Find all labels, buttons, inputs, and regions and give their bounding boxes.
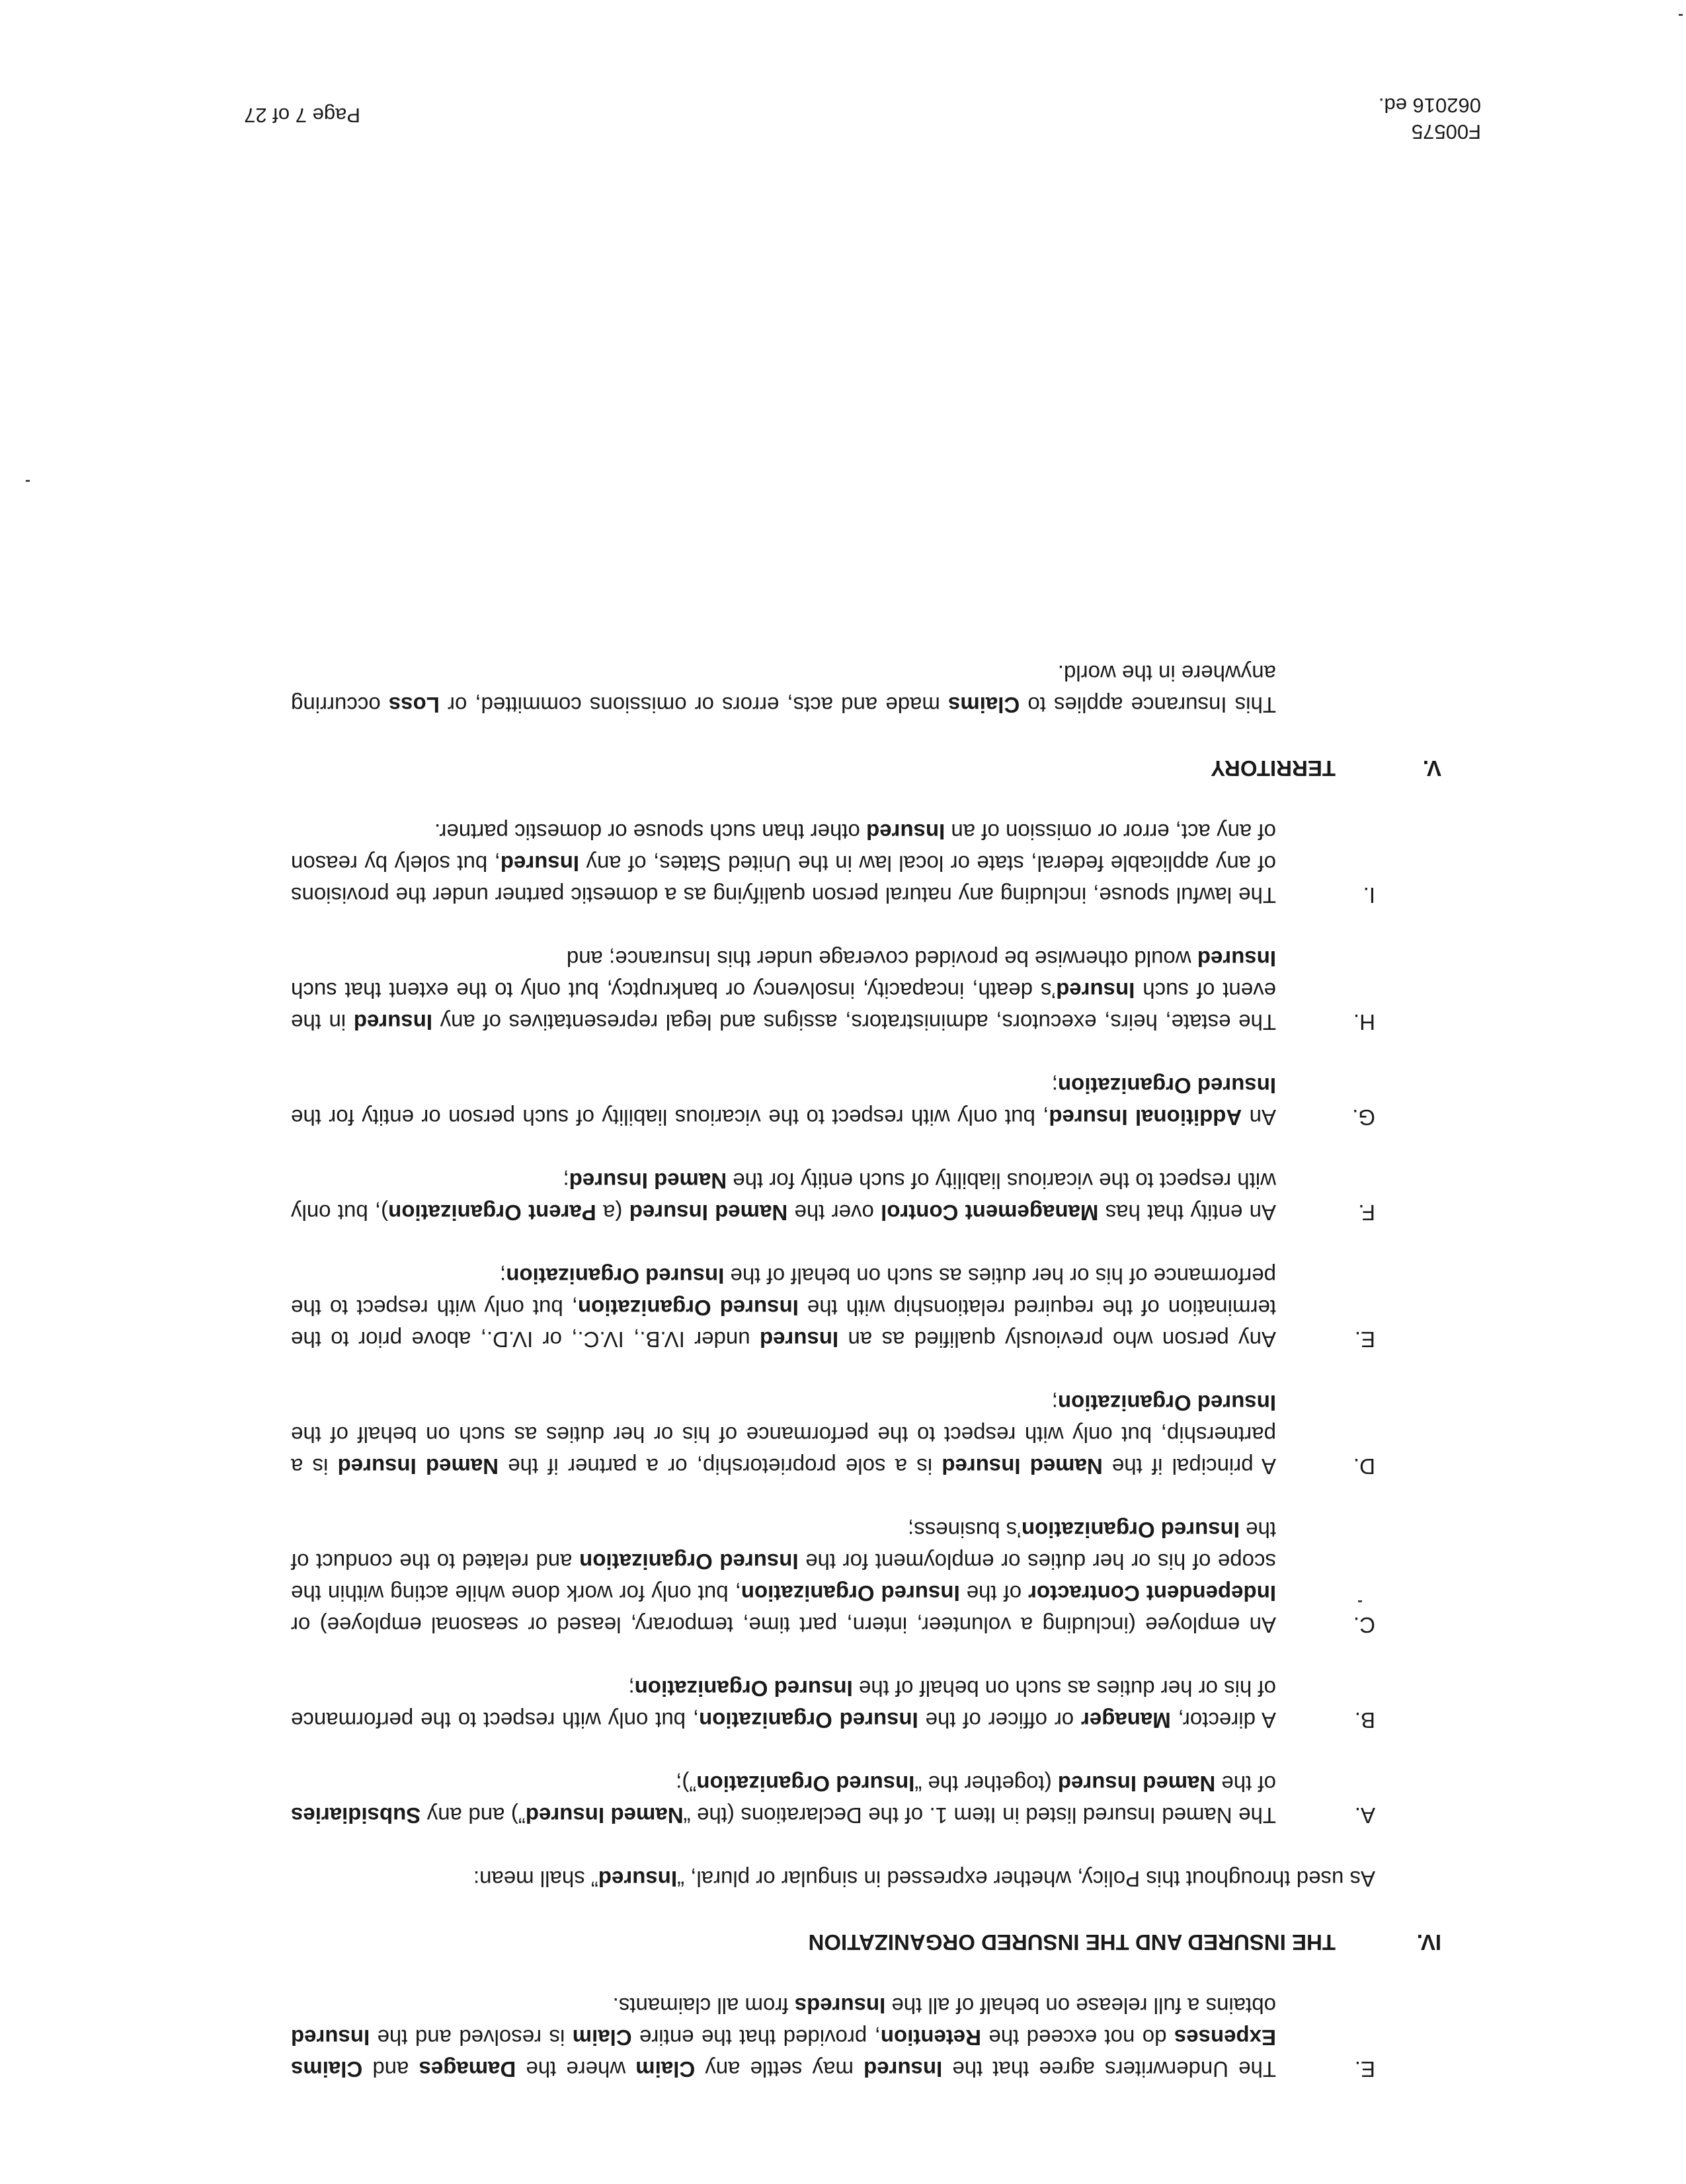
item-marker: D. xyxy=(1353,1454,1375,1479)
item-marker: I. xyxy=(1363,883,1375,908)
section-heading-iv xyxy=(291,1926,1441,1958)
settlement-clause-e: E. The Underwriters agree that the Insured may settle any Claim where the Damages and Claims Expenses do not exceed the Retention, provided that the entire Claim is resolved and the Insured obtains a full release on behalf of all the Insureds from all claimants. xyxy=(291,1990,1375,2085)
scan-speck xyxy=(26,480,30,482)
insured-definition-f: F. An entity that has Management Control over the Named Insured (a Parent Organization), but only with respect to the vicarious liability of such entity for the Named Insured; xyxy=(291,1165,1375,1228)
insured-definition-g: G. An Additional Insured, but only with respect to the vicarious liability of such person or entity for the Insured Organization; xyxy=(291,1070,1375,1133)
insured-definition-h: H. The estate, heirs, executors, administrators, assigns and legal representatives of any Insured in the event of such Insured’s death, incapacity, insolvency or bankruptcy, but only to the extent that such Insured would otherwise be provided coverage under this Insurance; and xyxy=(291,943,1375,1038)
section-number: IV. xyxy=(1416,1930,1441,1955)
insured-definition-a: A. The Named Insured listed in Item 1. of the Declarations (the “Named Insured”) and any Subsidiaries of the Named Insured (together the “Insured Organization”); xyxy=(291,1768,1375,1831)
territory-clause: This Insurance applies to Claims made and acts, errors or omissions committed, or Loss occurring anywhere in the world. xyxy=(291,661,1276,717)
form-identifier xyxy=(1379,92,1481,145)
section-title: THE INSURED AND THE INSURED ORGANIZATION xyxy=(808,1930,1336,1955)
insured-definition-d: D. A principal if the Named Insured is a sole proprietorship, or a partner if the Named Insured is a partnership, but only with respect to the performance of his or her duties as such on behalf of the Insured Organization; xyxy=(291,1387,1375,1482)
section-heading-v xyxy=(291,752,1441,784)
item-marker: E. xyxy=(1354,1327,1375,1352)
insured-definition-c: C. An employee (including a volunteer, intern, part time, temporary, leased or seasonal employee) or Independent Contractor of the Insured Organization, but only for work done while acting within the scope of his or her duties or employment for the Insured Organization and related to the conduct of the Insured Organization’s business; xyxy=(291,1514,1375,1641)
scan-speck xyxy=(1679,14,1683,16)
insured-definition-e: E. Any person who previously qualified as an Insured under IV.B., IV.C., or IV.D., above prior to the termination of the required relationship with the Insured Organization, but only with respect to the performance of his or her duties as such on behalf of the Insured Organization; xyxy=(291,1260,1375,1355)
section-title: TERRITORY xyxy=(1211,756,1336,781)
insured-definition-b: B. A director, Manager or officer of the Insured Organization, but only with respect to the performance of his or her duties as such on behalf of the Insured Organization; xyxy=(291,1672,1375,1736)
form-edition: 062016 ed. xyxy=(1378,94,1481,117)
item-marker: G. xyxy=(1352,1105,1375,1130)
item-marker: B. xyxy=(1354,1708,1375,1733)
form-number: F00575 xyxy=(1411,120,1481,143)
section-number: V. xyxy=(1422,756,1441,781)
page-number: Page 7 of 27 xyxy=(244,104,360,127)
insured-definition-i: I. The lawful spouse, including any natural person qualifying as a domestic partner under the provisions of any applicable federal, state or local law in the United States, of any Insured, but solely by reason of any act, error or omission of an Insured other than such spouse or domestic partner. xyxy=(291,816,1375,911)
item-marker: E. xyxy=(1354,2057,1375,2082)
section-iv-intro: As used throughout this Policy, whether expressed in singular or plural, “Insured” shall mean: xyxy=(473,1867,1375,1891)
scan-speck xyxy=(1358,1600,1362,1602)
item-marker: C. xyxy=(1353,1613,1375,1637)
item-marker: A. xyxy=(1354,1803,1375,1828)
item-marker: F. xyxy=(1358,1200,1375,1225)
page-body xyxy=(290,625,1441,2085)
item-marker: H. xyxy=(1353,1010,1375,1034)
